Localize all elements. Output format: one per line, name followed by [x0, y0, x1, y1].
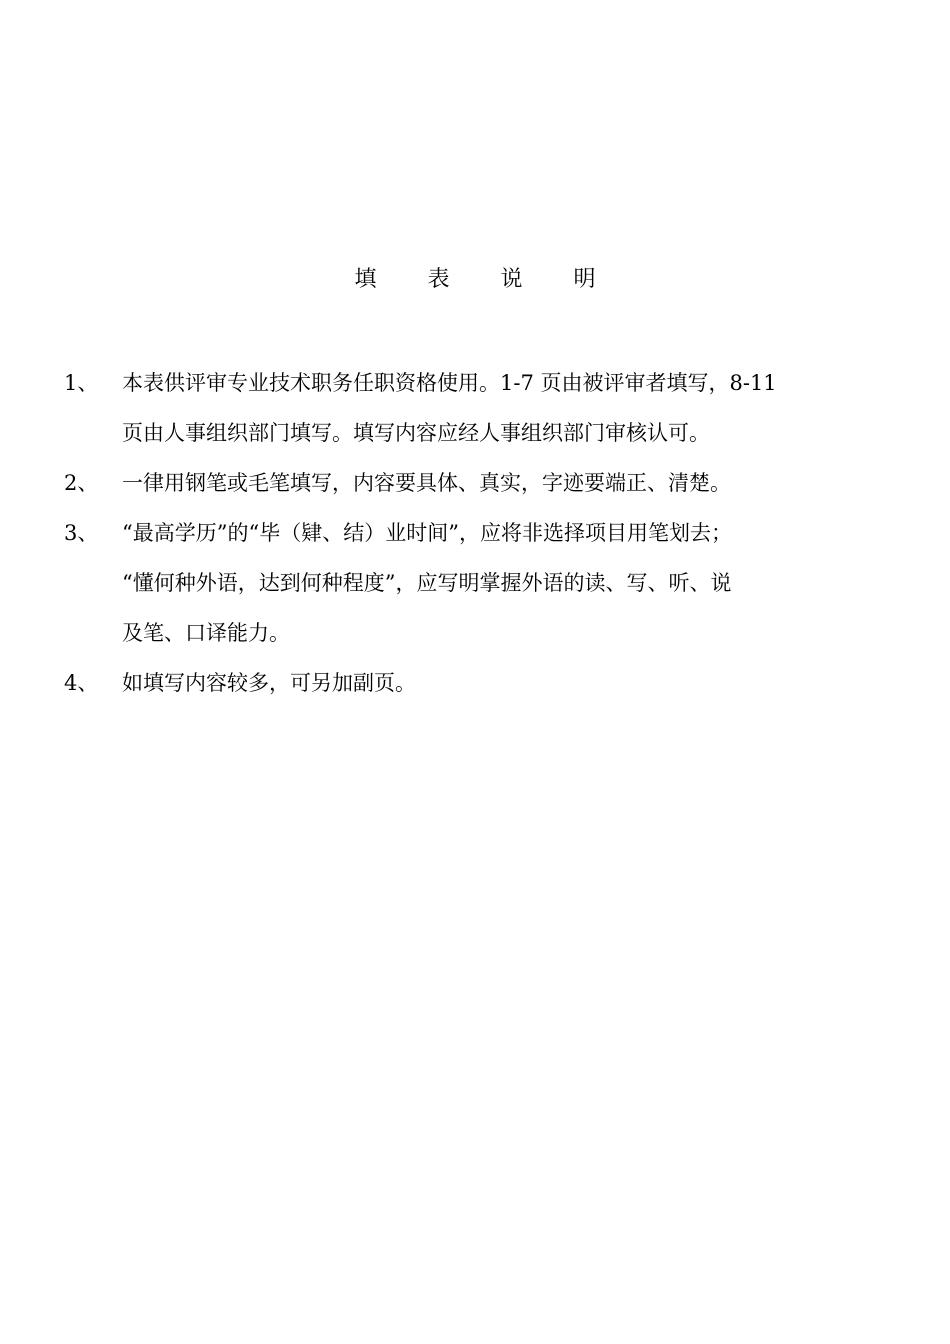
item-line: “懂何种外语，达到何种程度”，应写明掌握外语的读、写、听、说: [122, 571, 732, 595]
item-number: 3、: [64, 521, 99, 545]
item-text: [122, 458, 894, 508]
title-char: 表: [427, 267, 450, 292]
instruction-list: [64, 358, 894, 708]
item-line: 本表供评审专业技术职务任职资格使用。1-7 页由被评审者填写，8-11: [122, 371, 777, 395]
instruction-item: [64, 508, 894, 658]
item-line: 如填写内容较多，可另加副页。: [122, 671, 416, 695]
item-text: [122, 508, 894, 658]
item-number: 4、: [64, 671, 99, 695]
item-number: 2、: [64, 471, 99, 495]
instruction-item: [64, 658, 894, 708]
title-char: 填: [354, 267, 377, 292]
title-char: 说: [500, 267, 523, 292]
page-title: [0, 262, 950, 298]
item-line: 及笔、口译能力。: [122, 621, 290, 645]
instruction-item: [64, 358, 894, 458]
title-char: 明: [573, 267, 596, 292]
item-number: 1、: [64, 371, 99, 395]
item-text: [122, 358, 894, 458]
item-line: “最高学历”的“毕（肄、结）业时间”，应将非选择项目用笔划去；: [122, 521, 732, 545]
item-line: 一律用钢笔或毛笔填写，内容要具体、真实，字迹要端正、清楚。: [122, 471, 731, 495]
item-text: [122, 658, 894, 708]
instruction-item: [64, 458, 894, 508]
item-line: 页由人事组织部门填写。填写内容应经人事组织部门审核认可。: [122, 421, 710, 445]
